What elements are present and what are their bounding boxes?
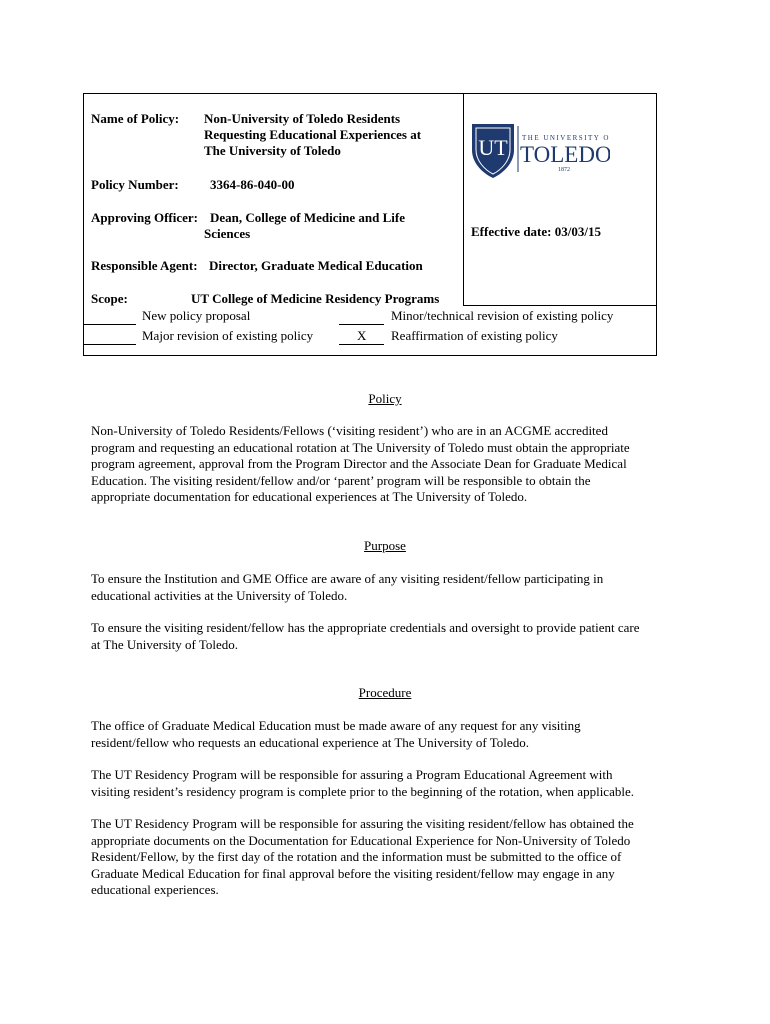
text-line: Resident/Fellow, by the first day of the rotation and the information must be submitted to the office of [91,849,622,864]
header-divider-horizontal [463,305,657,306]
policy-number-label: Policy Number: [91,177,179,192]
policy-name-line-3: The University of Toledo [204,143,341,158]
logo-small-text: THE UNIVERSITY OF [522,134,610,142]
text-line: appropriate documents on the Documentation for Educational Experience for Non-University of Toledo [91,832,631,848]
text-line: The UT Residency Program will be responsible for assuring a Program Educational Agreement with [91,767,613,782]
reaffirmation-mark: X [357,328,367,343]
approving-officer-line-1: Dean, College of Medicine and Life [210,210,405,225]
text-line: To ensure the visiting resident/fellow has the appropriate credentials and oversight to provide patient care [91,620,640,635]
policy-name-label: Name of Policy: [91,111,180,126]
university-logo [470,122,610,185]
reaffirmation-blank [339,344,384,345]
procedure-paragraph-1 [91,718,691,751]
minor-revision-blank [339,324,384,325]
logo-year: 1872 [558,167,570,173]
text-line: The UT Residency Program will be responsible for assuring the visiting resident/fellow has obtained the [91,816,634,831]
purpose-paragraph-1 [91,571,691,604]
text-line: at The University of Toledo. [91,636,238,652]
scope-value: UT College of Medicine Residency Programs [191,291,440,306]
logo-big-text: TOLEDO [520,142,610,167]
header-divider-vertical [463,93,464,306]
text-line: program and requesting an educational rotation at The University of Toledo must obtain the appropriate [91,439,630,455]
text-line: educational experiences. [91,882,219,897]
procedure-heading: Procedure [358,685,412,700]
minor-revision-label: Minor/technical revision of existing policy [391,308,614,323]
purpose-heading: Purpose [364,538,406,553]
major-revision-blank [84,344,136,345]
responsible-agent-label: Responsible Agent: [91,258,198,273]
scope-label: Scope: [91,291,128,306]
policy-paragraph [91,423,691,506]
policy-name-line-2: Requesting Educational Experiences at [204,127,422,142]
approving-officer-label: Approving Officer: [91,210,198,225]
policy-number-value: 3364-86-040-00 [210,177,295,192]
responsible-agent-value: Director, Graduate Medical Education [209,258,423,273]
new-policy-blank [84,324,136,325]
text-line: Education. The visiting resident/fellow and/or ‘parent’ program will be responsible to obtain the [91,472,591,488]
text-line: Graduate Medical Education for final approval before the visiting resident/fellow may engage in any [91,865,615,881]
text-line: visiting resident’s residency program is complete prior to the beginning of the rotation, when applicable. [91,783,634,799]
text-line: appropriate documentation for educational experiences at The University of Toledo. [91,489,528,504]
approving-officer-line-2: Sciences [204,226,251,241]
effective-date [471,224,601,240]
policy-heading: Policy [368,391,402,406]
procedure-paragraph-2 [91,767,691,800]
procedure-paragraph-3 [91,816,691,899]
reaffirmation-label: Reaffirmation of existing policy [391,328,558,343]
text-line: resident/fellow who requests an educational experience at The University of Toledo. [91,734,529,750]
text-line: To ensure the Institution and GME Office are aware of any visiting resident/fellow participating in [91,571,604,586]
text-line: Non-University of Toledo Residents/Fellows (‘visiting resident’) who are in an ACGME accredited [91,423,608,438]
effective-date-label: Effective date: [471,224,552,239]
new-policy-label: New policy proposal [142,308,251,323]
text-line: The office of Graduate Medical Education must be made aware of any request for any visiting [91,718,581,733]
purpose-paragraph-2 [91,620,691,653]
policy-name-line-1: Non-University of Toledo Residents [204,111,401,126]
effective-date-value: 03/03/15 [554,224,601,239]
logo-shield-letters: UT [478,135,508,160]
text-line: educational activities at the University of Toledo. [91,587,348,603]
major-revision-label: Major revision of existing policy [142,328,314,343]
text-line: program agreement, approval from the Program Director and the Associate Dean for Graduate Medical [91,456,627,471]
